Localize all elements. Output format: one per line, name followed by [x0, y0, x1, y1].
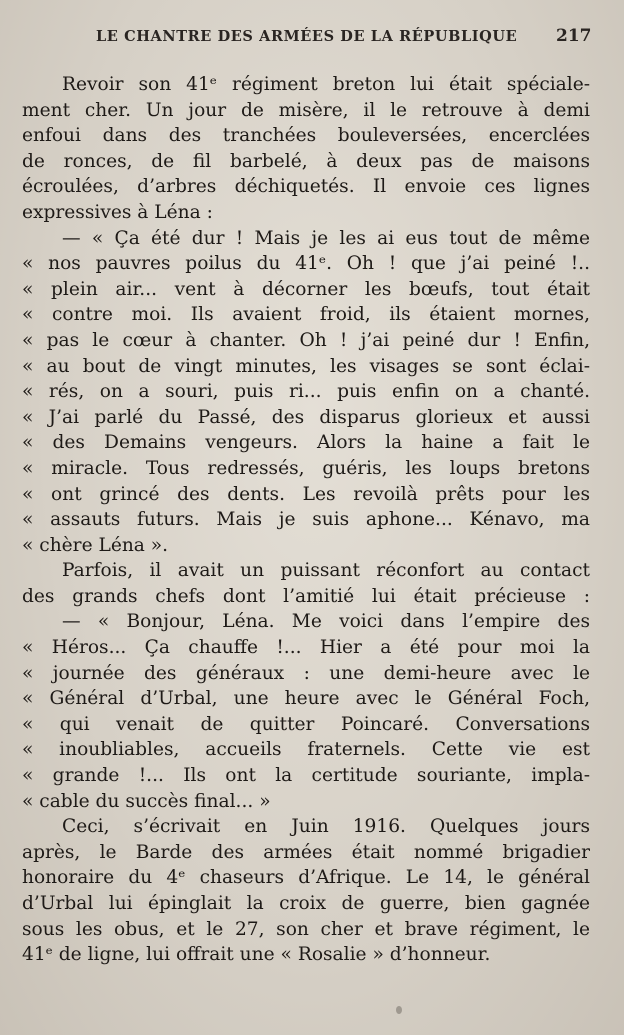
text-line: « contre moi. Ils avaient froid, ils étaient mornes, — [22, 304, 590, 326]
text-line: expressives à Léna : — [22, 201, 213, 223]
text-line: Parfois, il avait un puissant réconfort au contact — [62, 560, 590, 582]
running-title: LE CHANTRE DES ARMÉES DE LA RÉPUBLIQUE — [96, 28, 518, 45]
text-line: « plein air... vent à décorner les bœufs, tout était — [22, 278, 590, 300]
text-line: « rés, on a souri, puis ri... puis enfin on a chanté. — [22, 381, 590, 403]
text-line: « Général d’Urbal, une heure avec le Général Foch, — [22, 688, 590, 710]
text-line: « des Demains vengeurs. Alors la haine a fait le — [22, 432, 590, 454]
text-line: « miracle. Tous redressés, guéris, les loups bretons — [22, 457, 590, 479]
text-line: enfoui dans des tranchées bouleversées, encerclées — [22, 125, 590, 147]
text-line: sous les obus, et le 27, son cher et brave régiment, le — [22, 918, 590, 940]
text-line: « nos pauvres poilus du 41ᵉ. Oh ! que j’ai peiné !.. — [22, 253, 590, 275]
text-line: « ont grincé des dents. Les revoilà prêts pour les — [22, 483, 590, 505]
text-line: honoraire du 4ᵉ chaseurs d’Afrique. Le 14, le général — [22, 867, 590, 889]
text-line: « J’ai parlé du Passé, des disparus glorieux et aussi — [22, 406, 590, 428]
text-line: — « Ça été dur ! Mais je les ai eus tout de même — [62, 227, 590, 249]
ink-speck — [396, 1006, 402, 1014]
text-line: Ceci, s’écrivait en Juin 1916. Quelques jours — [62, 816, 590, 838]
text-line: « pas le cœur à chanter. Oh ! j’ai peiné dur ! Enfin, — [22, 329, 590, 351]
text-line: « assauts futurs. Mais je suis aphone... Kénavo, ma — [22, 509, 590, 531]
text-line: « au bout de vingt minutes, les visages se sont éclai- — [22, 355, 590, 377]
text-line: « grande !... Ils ont la certitude souriante, impla- — [22, 765, 590, 787]
body-text — [22, 72, 590, 968]
text-line: 41ᵉ de ligne, lui offrait une « Rosalie » d’honneur. — [22, 944, 491, 966]
text-line: « cable du succès final... » — [22, 790, 271, 812]
text-line: « qui venait de quitter Poincaré. Conversations — [22, 713, 590, 735]
text-line: « journée des généraux : une demi-heure avec le — [22, 662, 590, 684]
text-line: de ronces, de fil barbelé, à deux pas de maisons — [22, 150, 590, 172]
text-line: « chère Léna ». — [22, 534, 169, 556]
text-line: — « Bonjour, Léna. Me voici dans l’empire des — [62, 611, 590, 633]
text-line: « Héros... Ça chauffe !... Hier a été pour moi la — [22, 637, 590, 659]
text-line: après, le Barde des armées était nommé brigadier — [22, 841, 590, 863]
text-line: d’Urbal lui épinglait la croix de guerre, bien gagnée — [22, 893, 590, 914]
text-line: Revoir son 41ᵉ régiment breton lui était spéciale- — [62, 74, 590, 95]
text-line: des grands chefs dont l’amitié lui était précieuse : — [22, 585, 590, 607]
page-number: 217 — [556, 26, 592, 46]
text-line: ment cher. Un jour de misère, il le retrouve à demi — [22, 99, 590, 121]
text-line: écroulées, d’arbres déchiquetés. Il envoie ces lignes — [22, 176, 590, 198]
text-line: « inoubliables, accueils fraternels. Cette vie est — [22, 739, 590, 761]
